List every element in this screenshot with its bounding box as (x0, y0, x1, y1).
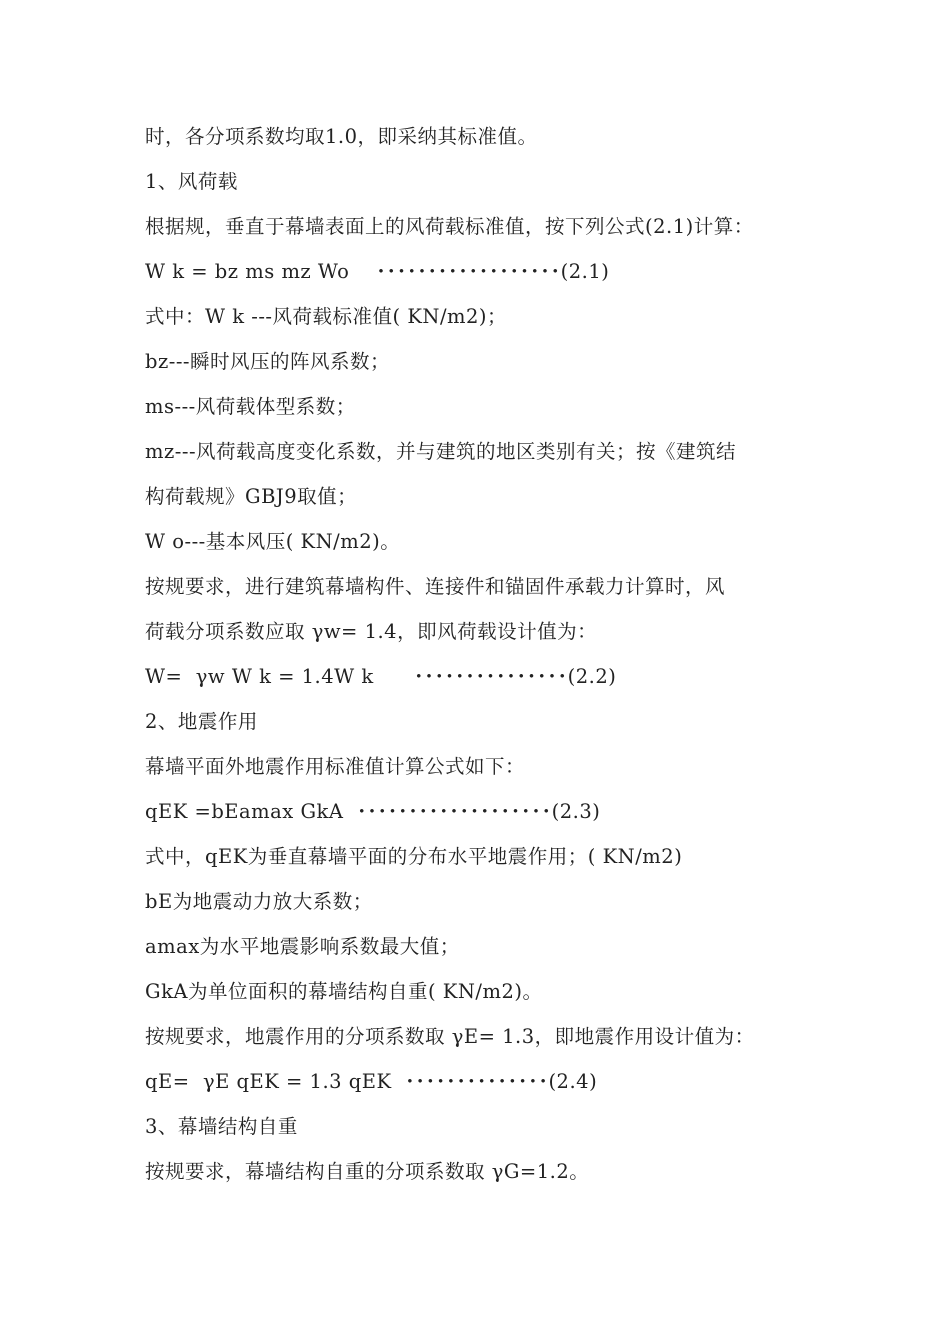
section-heading-self-weight: 3、幕墙结构自重 (145, 1115, 298, 1138)
formula-2-4: qE= γE qEK = 1.3 qEK ･･････････････(2.4) (145, 1070, 598, 1093)
text-line: 按规要求，进行建筑幕墙构件、连接件和锚固件承载力计算时，风 (145, 575, 726, 598)
text-line: 按规要求，地震作用的分项系数取 γE= 1.3，即地震作用设计值为： (145, 1025, 755, 1048)
text-line: 荷载分项系数应取 γw= 1.4，即风荷载设计值为： (145, 620, 598, 643)
text-line: W o---基本风压( KN/m2)。 (145, 530, 401, 553)
text-line: 式中：W k ---风荷载标准值( KN/m2)； (145, 305, 508, 328)
formula-2-3: qEK =bEamax GkA ･･･････････････････(2.3) (145, 800, 601, 823)
text-line: 时，各分项系数均取1.0，即采纳其标准值。 (145, 125, 538, 148)
text-line: GkA为单位面积的幕墙结构自重( KN/m2)。 (145, 980, 543, 1003)
text-line: 根据规，垂直于幕墙表面上的风荷载标准值，按下列公式(2.1)计算： (145, 215, 754, 238)
text-line: mz---风荷载高度变化系数，并与建筑的地区类别有关；按《建筑结 (145, 440, 737, 463)
text-line: amax为水平地震影响系数最大值； (145, 935, 460, 958)
formula-2-2: W= γw W k = 1.4W k ･･･････････････(2.2) (145, 665, 617, 688)
text-line: ms---风荷载体型系数； (145, 395, 356, 418)
text-line: bz---瞬时风压的阵风系数； (145, 350, 391, 373)
formula-2-1: W k = bz ms mz Wo ･･････････････････(2.1) (145, 260, 610, 283)
text-line: 按规要求，幕墙结构自重的分项系数取 γG=1.2。 (145, 1160, 590, 1183)
text-line: 式中，qEK为垂直幕墙平面的分布水平地震作用；( KN/m2) (145, 845, 683, 868)
section-heading-wind-load: 1、风荷载 (145, 170, 238, 193)
text-line: bE为地震动力放大系数； (145, 890, 373, 913)
section-heading-seismic: 2、地震作用 (145, 710, 258, 733)
text-line: 构荷载规》GBJ9取值； (145, 485, 358, 508)
text-line: 幕墙平面外地震作用标准值计算公式如下： (145, 755, 526, 778)
